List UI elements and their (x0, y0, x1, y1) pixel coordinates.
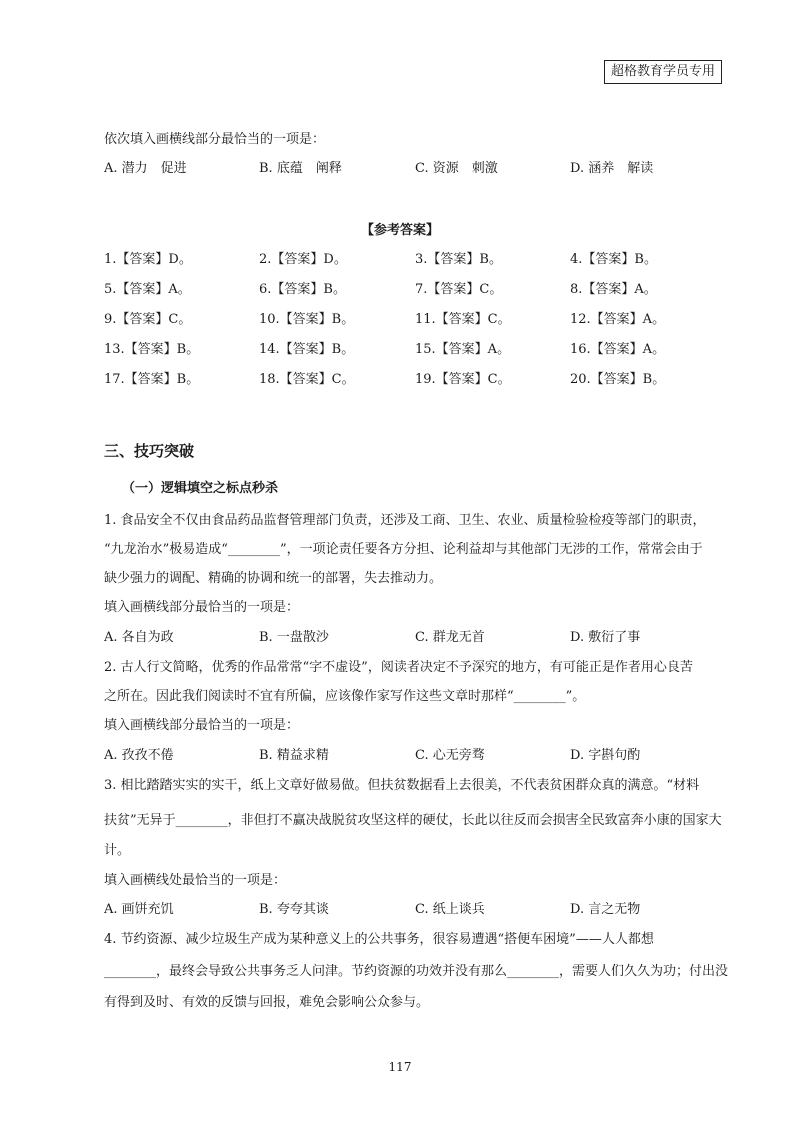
answer-item: 5.【答案】A。 (104, 282, 191, 297)
answer-item: 14.【答案】B。 (259, 342, 355, 357)
option-b: B. 一盘散沙 (259, 630, 329, 645)
option-b: B. 精益求精 (259, 748, 329, 763)
option-c: C. 群龙无首 (415, 630, 485, 645)
option-b: B. 底蕴 阐释 (259, 161, 342, 176)
option-d: D. 涵养 解读 (570, 161, 654, 176)
header-badge: 超格教育学员专用 (604, 60, 722, 84)
section-subtitle: （一）逻辑填空之标点秒杀 (122, 481, 279, 496)
question-line: 扶贫”无异于________，非但打不赢决战脱贫攻坚这样的硬仗，长此以往反而会损害全民致富奔小康的国家大 (104, 813, 722, 828)
option-d: D. 言之无物 (570, 902, 641, 917)
answer-item: 1.【答案】D。 (104, 252, 192, 267)
answer-item: 3.【答案】B。 (415, 252, 502, 267)
answer-item: 8.【答案】A。 (570, 282, 657, 297)
option-b: B. 夸夸其谈 (259, 902, 329, 917)
answer-item: 16.【答案】A。 (570, 342, 666, 357)
answer-item: 15.【答案】A。 (415, 342, 511, 357)
answer-item: 9.【答案】C。 (104, 312, 192, 327)
question-prompt: 填入画横线部分最恰当的一项是： (104, 600, 300, 615)
answer-item: 11.【答案】C。 (415, 312, 511, 327)
question-prompt: 填入画横线处最恰当的一项是： (104, 873, 287, 888)
question-line: 4. 节约资源、减少垃圾生产成为某种意义上的公共事务，很容易遭遇“搭便车困境”——人人都想 (104, 932, 654, 947)
question-line: 缺少强力的调配、精确的协调和统一的部署，失去推动力。 (104, 571, 443, 586)
answer-item: 4.【答案】B。 (570, 252, 657, 267)
answer-item: 20.【答案】B。 (570, 372, 666, 387)
answer-item: 19.【答案】C。 (415, 372, 511, 387)
question-line: 有得到及时、有效的反馈与回报，难免会影响公众参与。 (104, 995, 430, 1010)
question-prompt: 填入画横线部分最恰当的一项是： (104, 718, 300, 733)
answer-item: 12.【答案】A。 (570, 312, 666, 327)
prev-question-prompt: 依次填入画横线部分最恰当的一项是： (104, 132, 326, 147)
option-d: D. 敷衍了事 (570, 630, 641, 645)
section-title: 三、技巧突破 (104, 442, 195, 460)
answer-item: 2.【答案】D。 (259, 252, 347, 267)
question-line: “九龙治水”极易造成“________”，一项论责任要各方分担、论利益却与其他部门无涉的工作，常常会由于 (104, 542, 703, 557)
option-c: C. 资源 刺激 (415, 161, 498, 176)
question-line: 3. 相比踏踏实实的实干，纸上文章好做易做。但扶贫数据看上去很美，不代表贫困群众真的满意。“材料 (104, 778, 700, 793)
answer-item: 7.【答案】C。 (415, 282, 503, 297)
question-line: 之所在。因此我们阅读时不宜有所偏，应该像作家写作这些文章时那样“________”。 (104, 689, 586, 704)
question-line: 计。 (104, 843, 131, 858)
answers-title: 【参考答案】 (360, 223, 439, 238)
answer-item: 18.【答案】C。 (259, 372, 355, 387)
question-line: 1. 食品安全不仅由食品药品监督管理部门负责，还涉及工商、卫生、农业、质量检验检疫等部门的职责， (104, 513, 706, 528)
answer-item: 13.【答案】B。 (104, 342, 200, 357)
option-a: A. 画饼充饥 (104, 902, 174, 917)
question-line: 2. 古人行文简略，优秀的作品常常“字不虚设”，阅读者决定不予深究的地方，有可能正是作者用心良苦 (104, 660, 693, 675)
option-a: A. 孜孜不倦 (104, 748, 174, 763)
answer-item: 17.【答案】B。 (104, 372, 200, 387)
question-line: ________，最终会导致公共事务乏人问津。节约资源的功效并没有那么________，需要人们久久为功；付出没 (104, 964, 729, 979)
answer-item: 6.【答案】B。 (259, 282, 346, 297)
page-number: 117 (388, 1060, 412, 1074)
option-a: A. 各自为政 (104, 630, 174, 645)
option-a: A. 潜力 促进 (104, 161, 187, 176)
answer-item: 10.【答案】B。 (259, 312, 355, 327)
option-c: C. 心无旁骛 (415, 748, 485, 763)
option-c: C. 纸上谈兵 (415, 902, 485, 917)
option-d: D. 字斟句酌 (570, 748, 641, 763)
